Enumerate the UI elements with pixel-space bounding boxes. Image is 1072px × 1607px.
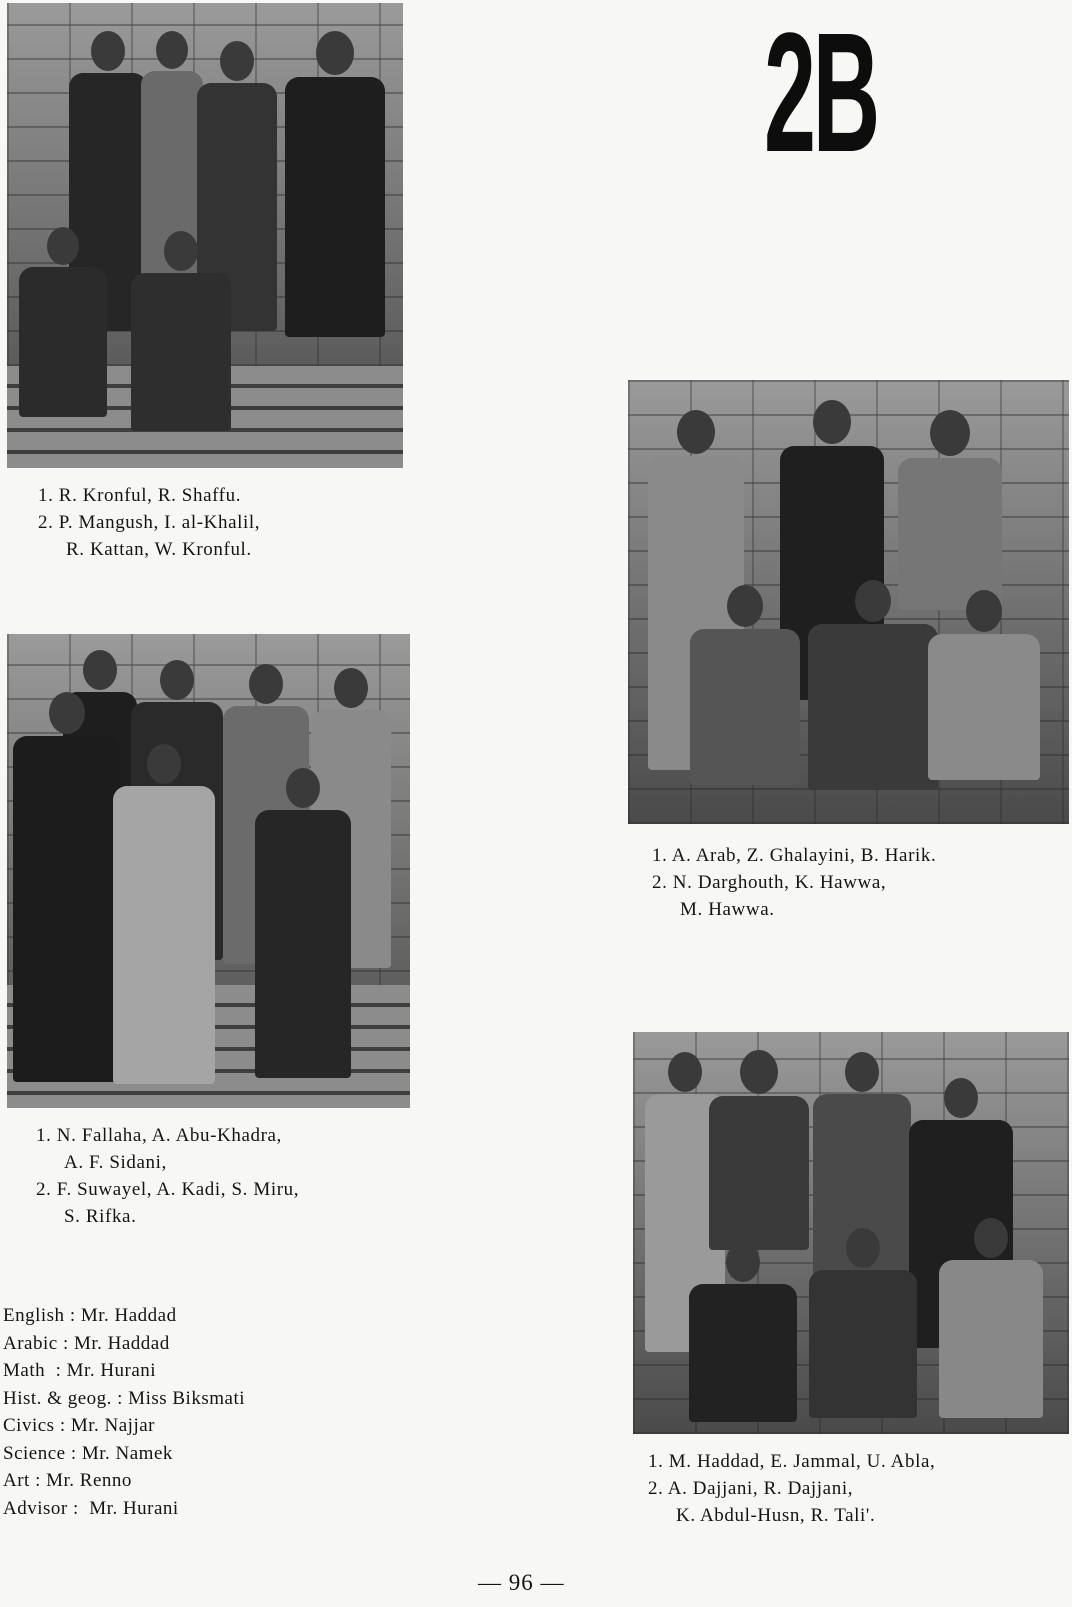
student-figure [13, 692, 121, 1082]
photo-4-caption [648, 1448, 935, 1529]
faculty-row [3, 1330, 245, 1358]
class-photo-1 [7, 3, 403, 468]
separator: : [69, 1305, 76, 1326]
subject: Hist. & geog. [3, 1387, 112, 1409]
student-figure [113, 744, 215, 1084]
caption-line: 1. R. Kronful, R. Shaffu. [38, 485, 242, 506]
separator: : [117, 1387, 123, 1409]
teacher: Mr. Namek [81, 1442, 173, 1464]
page-number: — 96 — [478, 1570, 565, 1595]
subject: Math [3, 1360, 46, 1381]
subject: English [3, 1305, 65, 1326]
photo-1-caption [38, 482, 260, 563]
caption-line: R. Kattan, W. Kronful. [66, 539, 252, 560]
faculty-row [3, 1440, 245, 1468]
student-figure [689, 1242, 797, 1422]
caption-line: 2. P. Mangush, I. al-Khalil, [38, 512, 261, 533]
photo-2-caption [652, 842, 936, 923]
teacher: Miss Biksmati [128, 1387, 245, 1409]
student-figure [690, 585, 800, 785]
student-figure [285, 31, 385, 337]
student-figure [939, 1218, 1043, 1418]
teacher: Mr. Renno [46, 1470, 132, 1491]
subject: Civics [3, 1415, 55, 1436]
caption-line: 2. F. Suwayel, A. Kadi, S. Miru, [36, 1179, 300, 1200]
caption-line: 2. A. Dajjani, R. Dajjani, [648, 1478, 854, 1499]
faculty-row [3, 1412, 245, 1440]
subject: Arabic [3, 1332, 58, 1354]
caption-line: 2. N. Darghouth, K. Hawwa, [652, 872, 887, 893]
caption-line: 1. N. Fallaha, A. Abu-Khadra, [36, 1125, 282, 1146]
subject: Advisor [3, 1497, 68, 1519]
photo-3-caption [36, 1122, 299, 1230]
teacher: Mr. Najjar [70, 1415, 155, 1436]
separator: : [70, 1442, 77, 1464]
separator: : [62, 1332, 69, 1354]
teacher: Mr. Haddad [73, 1332, 170, 1354]
separator: : [55, 1360, 62, 1381]
subject: Science [3, 1442, 66, 1464]
separator: : [35, 1470, 41, 1491]
faculty-row [3, 1467, 245, 1495]
class-photo-2 [628, 380, 1069, 824]
class-photo-4 [633, 1032, 1069, 1434]
subject: Art [3, 1470, 30, 1491]
page-heading: 2B [764, 0, 877, 188]
student-figure [131, 231, 231, 431]
faculty-row [3, 1302, 245, 1330]
student-figure [709, 1050, 809, 1250]
faculty-row [3, 1495, 245, 1523]
teacher: Mr. Hurani [66, 1360, 157, 1381]
separator: : [72, 1497, 79, 1519]
teacher: Mr. Hurani [89, 1497, 179, 1519]
caption-line: M. Hawwa. [680, 899, 775, 920]
faculty-row [3, 1357, 245, 1385]
caption-line: A. F. Sidani, [64, 1152, 167, 1173]
student-figure [928, 590, 1040, 780]
faculty-list [3, 1302, 245, 1522]
faculty-row [3, 1385, 245, 1413]
student-figure [808, 580, 938, 790]
student-figure [19, 227, 107, 417]
caption-line: 1. M. Haddad, E. Jammal, U. Abla, [648, 1451, 936, 1472]
caption-line: S. Rifka. [64, 1206, 137, 1227]
class-photo-3 [7, 634, 410, 1108]
student-figure [809, 1228, 917, 1418]
student-figure [255, 768, 351, 1078]
separator: : [59, 1415, 66, 1436]
teacher: Mr. Haddad [80, 1305, 177, 1326]
caption-line: K. Abdul-Husn, R. Tali'. [676, 1505, 876, 1526]
caption-line: 1. A. Arab, Z. Ghalayini, B. Harik. [652, 845, 937, 866]
